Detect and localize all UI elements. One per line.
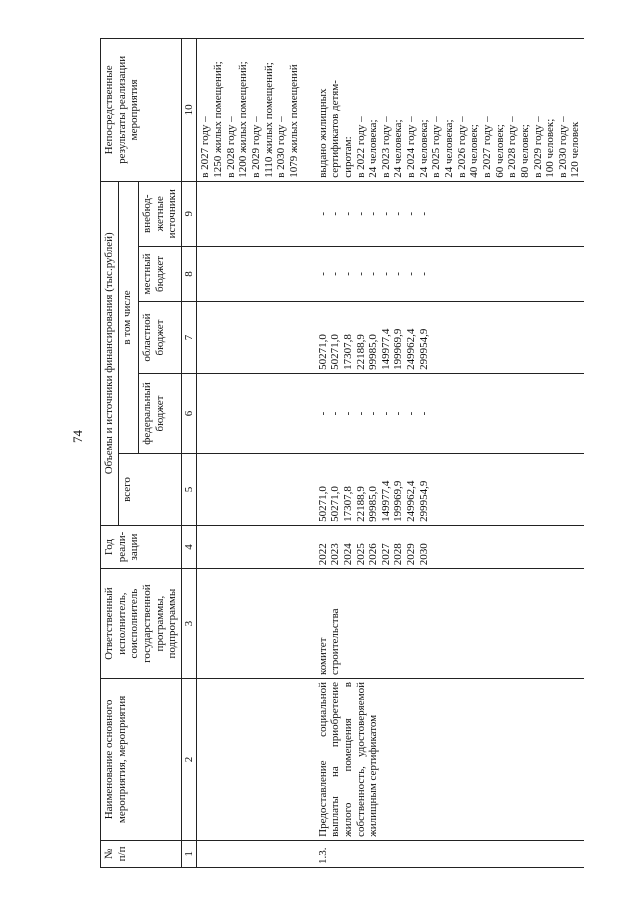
result-line: сиротам: (341, 136, 354, 178)
result-line: 100 человек; (544, 118, 557, 178)
year: 2022 (316, 543, 329, 566)
result-line: в 2027 году – (199, 116, 212, 178)
regional-cell (303, 302, 584, 374)
external-value: - (367, 211, 380, 216)
external-value: - (354, 211, 367, 216)
regional-value: 22188,9 (354, 334, 367, 370)
result-line: 24 человека; (417, 119, 430, 178)
total-value: 299954,9 (417, 480, 430, 522)
col-number: 9 (181, 181, 197, 246)
year: 2029 (405, 543, 418, 566)
measure-name: Предоставление социальной выплаты на приобретение жилого помещения в собственность, удостоверяемой жилищным сертификатом (303, 679, 584, 841)
col-number: 2 (181, 679, 197, 841)
result-line: в 2028 году – (224, 116, 237, 178)
result-line: в 2029 году – (250, 116, 263, 178)
header-year: Год реали-зации (101, 525, 182, 568)
federal-value: - (379, 411, 392, 416)
result-line: 120 человек (569, 121, 582, 178)
local-value: - (316, 272, 329, 276)
result-line: 40 человек; (468, 124, 481, 178)
external-value: - (405, 211, 418, 216)
col-number: 10 (181, 39, 197, 182)
total-value: 199969,9 (392, 480, 405, 522)
year: 2030 (417, 543, 430, 566)
result-line: в 2030 году – (275, 116, 288, 178)
result-line: 60 человек; (493, 124, 506, 178)
header-name: Наименование основного мероприятия, мероприятия (101, 679, 182, 841)
federal-value: - (354, 411, 367, 416)
result-line: в 2028 году – (506, 116, 519, 178)
external-value: - (341, 211, 354, 216)
total-value: 249962,4 (405, 480, 418, 522)
page-number: 74 (70, 430, 85, 443)
header-finance: Объемы и источники финансирования (тыс.рублей) (101, 181, 119, 525)
header-results: Непосредственные результаты реализации мероприятия (101, 39, 182, 182)
header-local: местный бюджет (138, 246, 181, 301)
result-line: 1110 жилых помещений; (262, 62, 275, 178)
year: 2025 (354, 543, 367, 566)
year: 2026 (367, 543, 380, 566)
result-line: 1250 жилых помещений; (212, 61, 225, 178)
col-number: 5 (181, 454, 197, 526)
col-number: 4 (181, 525, 197, 568)
local-value: - (379, 272, 392, 276)
header-total: всего (118, 454, 181, 526)
result-line: в 2027 году – (480, 116, 493, 178)
external-value: - (379, 211, 392, 216)
col-number: 3 (181, 569, 197, 679)
local-value: - (367, 272, 380, 276)
header-including: в том числе (118, 181, 138, 453)
external-cell (303, 181, 584, 246)
result-line: 24 человека; (367, 119, 380, 178)
result-line: в 2025 году – (430, 116, 443, 178)
federal-value: - (417, 411, 430, 416)
total-value: 22188,9 (354, 486, 367, 522)
year: 2028 (392, 543, 405, 566)
result-line: сертификатов детям- (329, 80, 342, 178)
total-value: 50271,0 (329, 486, 342, 522)
result-line: в 2026 году – (455, 116, 468, 178)
regional-value: 99985,0 (367, 334, 380, 370)
col-number: 8 (181, 246, 197, 301)
local-value: - (405, 272, 418, 276)
federal-value: - (392, 411, 405, 416)
year: 2023 (329, 543, 342, 566)
col-number: 7 (181, 302, 197, 374)
federal-value: - (341, 411, 354, 416)
regional-value: 149977,4 (379, 328, 392, 370)
federal-value: - (405, 411, 418, 416)
local-value: - (417, 272, 430, 276)
previous-results (197, 39, 303, 182)
result-line: в 2023 году – (379, 116, 392, 178)
col-number: 6 (181, 373, 197, 453)
result-line: 1079 жилых помещений (287, 64, 300, 178)
local-value: - (341, 272, 354, 276)
external-value: - (316, 211, 329, 216)
external-value: - (392, 211, 405, 216)
result-line: в 2022 году – (354, 116, 367, 178)
row-number: 1.3. (303, 840, 584, 867)
results-cell (303, 39, 584, 182)
result-line: 80 человек; (518, 124, 531, 178)
result-line: 1200 жилых помещений; (237, 61, 250, 178)
year: 2024 (341, 543, 354, 566)
header-regional: областной бюджет (138, 302, 181, 374)
total-value: 17307,8 (341, 486, 354, 522)
years-cell (303, 525, 584, 568)
result-line: 24 человека; (392, 119, 405, 178)
external-value: - (329, 211, 342, 216)
local-value: - (329, 272, 342, 276)
local-cell (303, 246, 584, 301)
col-number: 1 (181, 840, 197, 867)
header-external: внебюд-жетные источники (138, 181, 181, 246)
total-value: 99985,0 (367, 486, 380, 522)
regional-value: 249962,4 (405, 328, 418, 370)
program-table (100, 38, 584, 868)
result-line: в 2030 году – (556, 116, 569, 178)
total-cell (303, 454, 584, 526)
federal-value: - (329, 411, 342, 416)
local-value: - (354, 272, 367, 276)
result-line: в 2024 году – (405, 116, 418, 178)
regional-value: 299954,9 (417, 328, 430, 370)
external-value: - (417, 211, 430, 216)
total-value: 149977,4 (379, 480, 392, 522)
regional-value: 50271,0 (329, 334, 342, 370)
rotated-table-container (100, 38, 590, 868)
result-line: выдано жилищных (316, 88, 329, 178)
year: 2027 (379, 543, 392, 566)
federal-value: - (367, 411, 380, 416)
local-value: - (392, 272, 405, 276)
regional-value: 50271,0 (316, 334, 329, 370)
result-line: 24 человека; (443, 119, 456, 178)
regional-value: 17307,8 (341, 334, 354, 370)
regional-value: 199969,9 (392, 328, 405, 370)
header-federal: федеральный бюджет (138, 373, 181, 453)
federal-value: - (316, 411, 329, 416)
total-value: 50271,0 (316, 486, 329, 522)
header-num: № п/п (101, 840, 182, 867)
federal-cell (303, 373, 584, 453)
header-executor: Ответственный исполнитель, соисполнитель государственной программы, подпрограммы (101, 569, 182, 679)
result-line: в 2029 году – (531, 116, 544, 178)
executor: комитет строительства (303, 569, 584, 679)
